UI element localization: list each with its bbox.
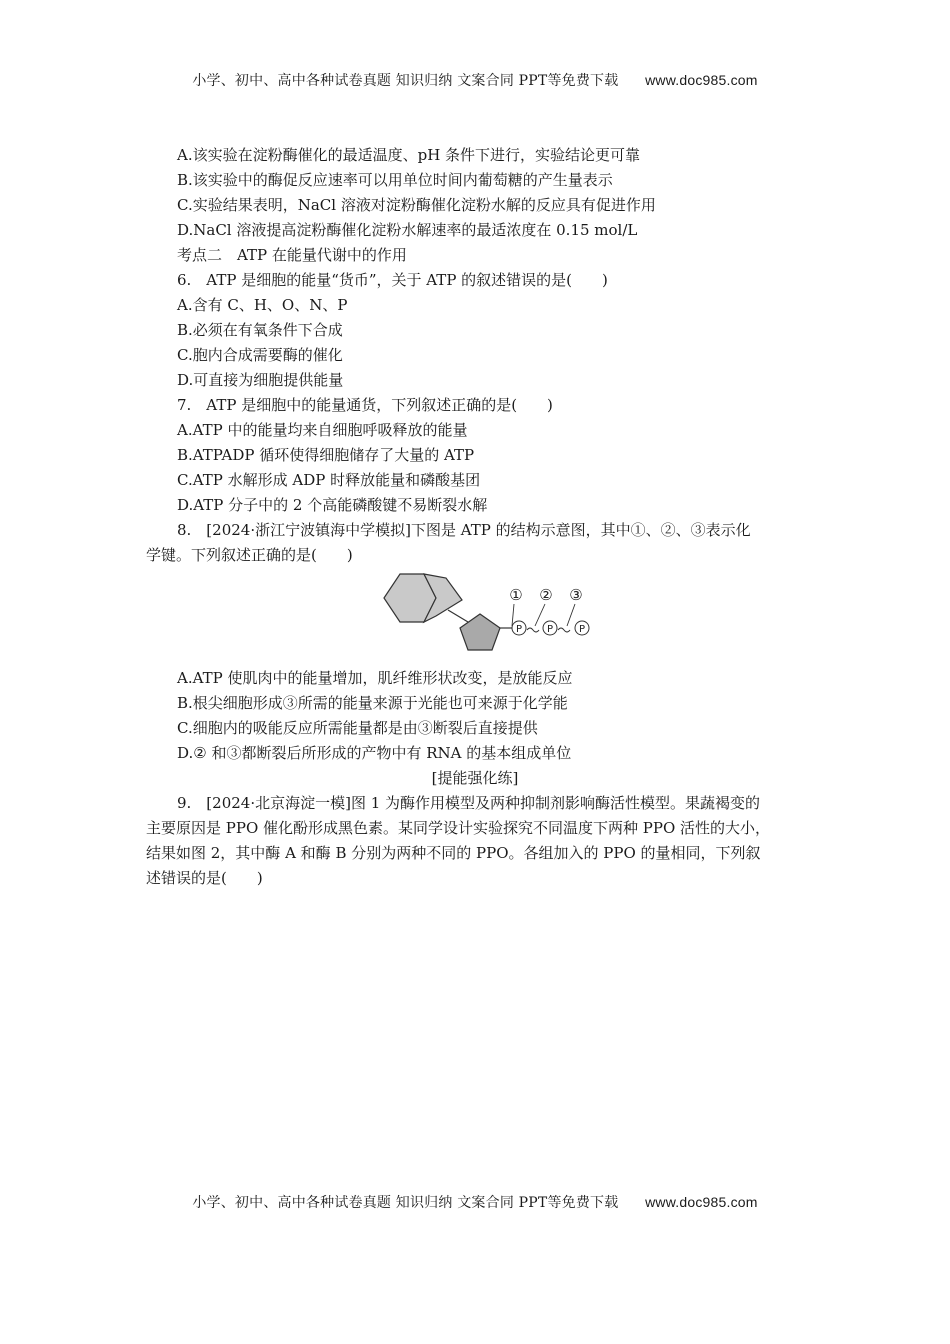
- q6-stem: 6. ATP 是细胞的能量“货币”，关于 ATP 的叙述错误的是( ): [177, 271, 608, 289]
- atp-structure-figure: [378, 570, 608, 652]
- q8-option-b: B.根尖细胞形成③所需的能量来源于光能也可来源于化学能: [177, 694, 568, 712]
- q6-option-a: A.含有 C、H、O、N、P: [177, 296, 348, 314]
- q6-option-c: C.胞内合成需要酶的催化: [177, 346, 343, 364]
- q8-stem-line1: 8. [2024·浙江宁波镇海中学模拟]下图是 ATP 的结构示意图，其中①、②、③表示化: [177, 521, 751, 539]
- q5-option-c: C.实验结果表明，NaCl 溶液对淀粉酶催化淀粉水解的反应具有促进作用: [177, 196, 656, 214]
- bond-label-3: ③: [569, 586, 583, 604]
- section-title-atp: 考点二 ATP 在能量代谢中的作用: [177, 246, 407, 264]
- q5-option-a: A.该实验在淀粉酶催化的最适温度、pH 条件下进行，实验结论更可靠: [177, 146, 641, 164]
- footer-text: 小学、初中、高中各种试卷真题 知识归纳 文案合同 PPT等免费下载: [192, 1195, 619, 1211]
- bond-2-pointer: [535, 604, 545, 626]
- footer-site[interactable]: www.doc985.com: [645, 1194, 758, 1210]
- q7-option-d: D.ATP 分子中的 2 个高能磷酸键不易断裂水解: [177, 496, 488, 514]
- q7-stem: 7. ATP 是细胞中的能量通货，下列叙述正确的是( ): [177, 396, 553, 414]
- bond-3-pointer: [567, 604, 575, 626]
- q6-option-d: D.可直接为细胞提供能量: [177, 371, 344, 389]
- q5-option-b: B.该实验中的酶促反应速率可以用单位时间内葡萄糖的产生量表示: [177, 171, 613, 189]
- q9-line1: 9. [2024·北京海淀一模]图 1 为酶作用模型及两种抑制剂影响酶活性模型。果蔬褐变的: [177, 794, 761, 812]
- q7-option-a: A.ATP 中的能量均来自细胞呼吸释放的能量: [177, 421, 468, 439]
- bond-label-2: ②: [539, 586, 553, 604]
- phosphate-1-label: P: [515, 624, 523, 635]
- section-title-advanced: [提能强化练]: [431, 769, 519, 787]
- phosphate-3-label: P: [578, 624, 586, 635]
- q8-option-c: C.细胞内的吸能反应所需能量都是由③断裂后直接提供: [177, 719, 538, 737]
- page-footer: [0, 1192, 950, 1212]
- bond-label-1: ①: [509, 586, 523, 604]
- header-text: 小学、初中、高中各种试卷真题 知识归纳 文案合同 PPT等免费下载: [192, 73, 619, 89]
- q8-stem-line2: 学键。下列叙述正确的是( ): [146, 546, 353, 564]
- q9-line4: 述错误的是( ): [146, 869, 263, 887]
- ribose-pentagon: [460, 614, 500, 650]
- q8-option-d: D.② 和③都断裂后所形成的产物中有 RNA 的基本组成单位: [177, 744, 572, 762]
- q5-option-d: D.NaCl 溶液提高淀粉酶催化淀粉水解速率的最适浓度在 0.15 mol/L: [177, 221, 638, 239]
- page-header: [0, 70, 950, 90]
- high-energy-bond-1: [527, 628, 539, 632]
- q6-option-b: B.必须在有氧条件下合成: [177, 321, 343, 339]
- q9-line3: 结果如图 2，其中酶 A 和酶 B 分别为两种不同的 PPO。各组加入的 PPO 的量相同，下列叙: [146, 844, 761, 862]
- high-energy-bond-2: [558, 628, 570, 632]
- q9-line2: 主要原因是 PPO 催化酚形成黑色素。某同学设计实验探究不同温度下两种 PPO 活性的大小，: [146, 819, 771, 837]
- phosphate-2-label: P: [546, 624, 554, 635]
- q7-option-b: B.ATPADP 循环使得细胞储存了大量的 ATP: [177, 446, 475, 464]
- q8-option-a: A.ATP 使肌肉中的能量增加，肌纤维形状改变，是放能反应: [177, 669, 573, 687]
- q7-option-c: C.ATP 水解形成 ADP 时释放能量和磷酸基团: [177, 471, 481, 489]
- base-sugar-link: [448, 610, 468, 622]
- header-site[interactable]: www.doc985.com: [645, 72, 758, 88]
- atp-structure-diagram: [378, 570, 608, 652]
